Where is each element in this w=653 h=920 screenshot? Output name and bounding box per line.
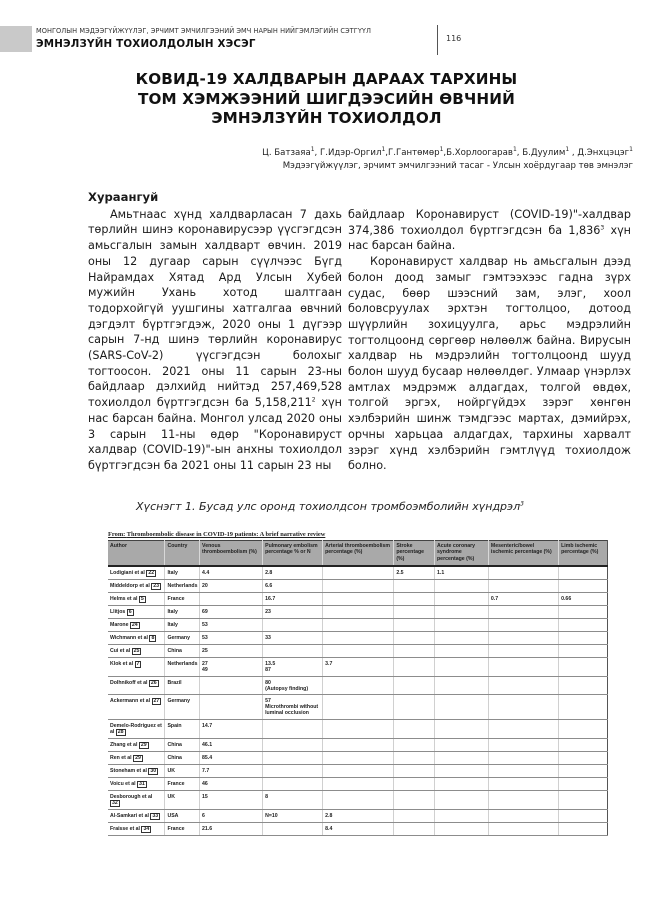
author-cell: [108, 810, 165, 823]
column-header: Country: [165, 541, 200, 567]
country-cell: Italy: [165, 619, 200, 632]
page-number: 116: [446, 34, 462, 43]
header-gray-bar: [0, 26, 32, 52]
paragraph-text: хүн нас барсан байна. Монгол улсад 2020 оны 3 сарын 11-ны өдөр "Коронавируст халдвар (COVID-19)"-ын анхны тохиолдол бүртгэгдсэн ба 2021 оны 11 сарын 23 ны: [88, 396, 342, 472]
stroke-cell: [394, 606, 435, 619]
reference-link[interactable]: 26: [150, 679, 157, 686]
mes-cell: [488, 810, 558, 823]
limb-cell: [559, 810, 608, 823]
vte-cell: [200, 593, 263, 606]
author-cell: [108, 645, 165, 658]
column-header: Mesenteric/bowel ischemic percentage (%): [488, 541, 558, 567]
reference-link[interactable]: 25: [133, 648, 140, 655]
country-cell: China: [165, 751, 200, 764]
stroke-cell: [394, 593, 435, 606]
author-cell: [108, 790, 165, 809]
author-cell: [108, 580, 165, 593]
table-row: [108, 738, 608, 751]
ate-cell: [323, 751, 394, 764]
mes-cell: [488, 695, 558, 720]
vte-cell: 27 49: [200, 658, 263, 676]
reference-link[interactable]: 29: [135, 754, 141, 761]
vte-cell: 46: [200, 777, 263, 790]
limb-cell: [559, 566, 608, 580]
country-cell: China: [165, 645, 200, 658]
author-text: Llitjos: [110, 609, 127, 616]
table-row: [108, 823, 608, 836]
author-text: Lodigiani et al: [110, 570, 147, 577]
country-cell: Germany: [165, 695, 200, 720]
pe-cell: [263, 738, 323, 751]
reference-link[interactable]: 31: [139, 780, 145, 787]
limb-cell: [559, 790, 608, 809]
paragraph-text: хүн нас барсан байна.: [348, 223, 631, 253]
mes-cell: [488, 719, 558, 738]
author-name: Б.Дуулим: [522, 148, 566, 158]
mes-cell: [488, 645, 558, 658]
acs-cell: [435, 658, 489, 676]
limb-cell: [559, 764, 608, 777]
author-cell: [108, 751, 165, 764]
author-text: Stoneham et al: [110, 767, 149, 774]
stroke-cell: [394, 676, 435, 694]
vte-cell: 21.6: [200, 823, 263, 836]
section-name: ЭМНЭЛЗҮЙН ТОХИОЛДОЛЫН ХЭСЭГ: [36, 38, 256, 50]
table-body: [108, 566, 608, 835]
vte-cell: 46.1: [200, 738, 263, 751]
caption-ref: 3: [520, 500, 524, 508]
author-sup: 1: [381, 146, 386, 154]
reference-link[interactable]: 7: [136, 661, 140, 668]
pe-cell: 80 (Autopsy finding): [263, 676, 323, 694]
stroke-cell: [394, 790, 435, 809]
author-text: Fraisse et al: [110, 826, 142, 833]
vte-cell: 20: [200, 580, 263, 593]
limb-cell: [559, 695, 608, 720]
mes-cell: [488, 823, 558, 836]
country-cell: Spain: [165, 719, 200, 738]
affiliation-text: Мэдээгүйжүүлэг, эрчимт эмчилгээний тасаг - Улсын хоёрдугаар төв эмнэлэг: [282, 161, 633, 171]
column-header: Pulmonary embolism percentage % or N: [263, 541, 323, 567]
pe-cell: 8: [263, 790, 323, 809]
column-header: Stroke percentage (%): [394, 541, 435, 567]
pe-cell: 2.8: [263, 566, 323, 580]
author-cell: [108, 719, 165, 738]
acs-cell: 1.1: [435, 566, 489, 580]
table-row: [108, 764, 608, 777]
mes-cell: [488, 632, 558, 645]
reference-link[interactable]: 24: [131, 622, 138, 629]
acs-cell: [435, 810, 489, 823]
table-row: [108, 676, 608, 694]
affiliation: [283, 161, 633, 171]
column-header: Venous thromboembolism (%): [200, 541, 263, 567]
acs-cell: [435, 777, 489, 790]
abstract-paragraph-continued: [348, 207, 631, 254]
reference-link[interactable]: 27: [153, 698, 160, 705]
limb-cell: 0.66: [559, 593, 608, 606]
mes-cell: [488, 751, 558, 764]
country-cell: Netherlands: [165, 580, 200, 593]
ate-cell: [323, 632, 394, 645]
mes-cell: [488, 764, 558, 777]
paragraph-text: байдлаар Коронавируст (COVID-19)"-халдвар 374,386 тохиолдол бүртгэгдсэн ба 1,836: [348, 208, 631, 237]
right-column: [348, 190, 631, 474]
table-row: [108, 751, 608, 764]
country-cell: UK: [165, 764, 200, 777]
table-row: [108, 632, 608, 645]
article-title: [100, 70, 553, 129]
reference-link[interactable]: 8: [151, 635, 155, 642]
acs-cell: [435, 719, 489, 738]
figure-caption: [100, 500, 560, 513]
ate-cell: [323, 764, 394, 777]
stroke-cell: [394, 658, 435, 676]
header-divider: [437, 25, 438, 55]
stroke-cell: [394, 632, 435, 645]
ate-cell: [323, 676, 394, 694]
author-text: Demelo-Rodriguez et al: [110, 722, 162, 735]
mes-cell: 0.7: [488, 593, 558, 606]
reference-link[interactable]: 5: [140, 596, 144, 603]
table-row: [108, 566, 608, 580]
mes-cell: [488, 606, 558, 619]
reference-link[interactable]: 32: [112, 800, 118, 807]
country-cell: Brazil: [165, 676, 200, 694]
limb-cell: [559, 777, 608, 790]
author-name: Г.Гантөмөр: [388, 148, 440, 158]
footnote-ref: 2: [311, 396, 316, 404]
acs-cell: [435, 823, 489, 836]
ate-cell: 2.8: [323, 810, 394, 823]
pe-cell: [263, 619, 323, 632]
title-line: КОВИД-19 ХАЛДВАРЫН ДАРААХ ТАРХИНЫ: [135, 70, 518, 88]
table-row: [108, 645, 608, 658]
acs-cell: [435, 695, 489, 720]
ate-cell: [323, 580, 394, 593]
author-list: Ц. Батзаяа$^1$, Г.Идэр-Оргил$^1$,Г.Гантөмөр$^1$,Б.Хорлоогарав$^1$, Б.Дуулим$^1$ , Д.Энхцэцэг$^1$: [262, 146, 633, 158]
ate-cell: [323, 606, 394, 619]
limb-cell: [559, 658, 608, 676]
limb-cell: [559, 645, 608, 658]
thromboembolic-table: [108, 540, 608, 836]
reference-link[interactable]: 29: [140, 741, 147, 748]
pe-cell: 23: [263, 606, 323, 619]
author-text: Dolhnikoff et al: [110, 679, 149, 686]
author-cell: [108, 777, 165, 790]
country-cell: Italy: [165, 566, 200, 580]
table-row: [108, 777, 608, 790]
table-row: [108, 810, 608, 823]
ate-cell: [323, 777, 394, 790]
reference-link[interactable]: 34: [143, 826, 150, 833]
source-title: Thromboembolic disease in COVID-19 patients: A brief narrative review: [126, 531, 326, 538]
table-row: [108, 580, 608, 593]
country-cell: France: [165, 777, 200, 790]
column-header: Acute coronary syndrome percentage (%): [435, 541, 489, 567]
acs-cell: [435, 632, 489, 645]
vte-cell: 7.7: [200, 764, 263, 777]
country-cell: Germany: [165, 632, 200, 645]
acs-cell: [435, 738, 489, 751]
limb-cell: [559, 580, 608, 593]
acs-cell: [435, 790, 489, 809]
author-sup: 1: [565, 146, 570, 154]
stroke-cell: [394, 764, 435, 777]
ate-cell: [323, 619, 394, 632]
pe-cell: 6.6: [263, 580, 323, 593]
author-text: Middeldorp et al: [110, 583, 152, 590]
limb-cell: [559, 719, 608, 738]
limb-cell: [559, 619, 608, 632]
limb-cell: [559, 823, 608, 836]
vte-cell: 53: [200, 632, 263, 645]
country-cell: Netherlands: [165, 658, 200, 676]
pe-cell: [263, 751, 323, 764]
author-text: Al-Samkari et al: [110, 813, 151, 820]
stroke-cell: [394, 823, 435, 836]
author-text: Ackermann et al: [110, 698, 152, 705]
mes-cell: [488, 738, 558, 751]
vte-cell: [200, 676, 263, 694]
author-cell: [108, 695, 165, 720]
abstract-paragraph: [88, 207, 342, 474]
mes-cell: [488, 566, 558, 580]
pe-cell: [263, 645, 323, 658]
mes-cell: [488, 619, 558, 632]
stroke-cell: 2.5: [394, 566, 435, 580]
country-cell: Italy: [165, 606, 200, 619]
author-text: Cui et al: [110, 648, 132, 655]
limb-cell: [559, 676, 608, 694]
table-row: [108, 619, 608, 632]
vte-cell: 85.4: [200, 751, 263, 764]
pe-cell: N=10: [263, 810, 323, 823]
pe-cell: [263, 823, 323, 836]
table-figure: [108, 531, 608, 836]
abstract-heading: Хураангуй: [88, 190, 159, 204]
caption-text: Хүснэгт 1. Бусад улс оронд тохиолдсон тромбоэмболийн хүндрэл: [136, 500, 521, 513]
author-cell: [108, 738, 165, 751]
column-header: Author: [108, 541, 165, 567]
author-text: Marone: [110, 622, 130, 629]
pe-cell: 13.5 87: [263, 658, 323, 676]
acs-cell: [435, 593, 489, 606]
author-cell: [108, 593, 165, 606]
mes-cell: [488, 777, 558, 790]
stroke-cell: [394, 719, 435, 738]
limb-cell: [559, 632, 608, 645]
author-cell: [108, 658, 165, 676]
left-column: [88, 190, 342, 474]
country-cell: China: [165, 738, 200, 751]
author-text: Desborough et al: [110, 793, 153, 800]
stroke-cell: [394, 738, 435, 751]
author-cell: [108, 619, 165, 632]
pe-cell: [263, 764, 323, 777]
ate-cell: 3.7: [323, 658, 394, 676]
acs-cell: [435, 606, 489, 619]
author-name: Ц. Батзаяа: [262, 148, 311, 158]
reference-link[interactable]: 23: [153, 583, 159, 590]
table-row: [108, 593, 608, 606]
body-paragraph: Коронавируст халдвар нь амьсгалын дээд болон доод замыг гэмтээхээс гадна зүрх судас, бөөр шээсний зам, элэг, хоол боловсруулах эрхтэн тогтолцоо, дотоод шүүрлийн зохицуулга, арьс мэдрэлийн тогтолцоонд сөргөөр нөлөөлж байна. Вирусын халдвар нь мэдрэлийн тогтолцоонд шууд болон шууд бусаар нөлөөлдөг. Улмаар үнэрлэх амтлах мэдрэмж алдагдах, толгой өвдөх, толгой эргэх, нойргүйдэх зэрэг хөнгөн хэлбэрийн шинж тэмдгээс мартах, дэмийрэх, орчны харьцаа алдагдах, тархины харвалт зэрэг хүнд хэлбэрийн гэмтлүүд тохиолдож болно.: [348, 255, 631, 473]
stroke-cell: [394, 810, 435, 823]
reference-link[interactable]: 33: [152, 813, 159, 820]
author-name: Г.Идэр-Оргил: [320, 148, 382, 158]
acs-cell: [435, 619, 489, 632]
author-cell: [108, 632, 165, 645]
acs-cell: [435, 751, 489, 764]
author-sup: 1: [629, 146, 633, 154]
title-line: ТОМ ХЭМЖЭЭНИЙ ШИГДЭЭСИЙН ӨВЧНИЙ: [137, 89, 516, 108]
ate-cell: [323, 566, 394, 580]
ate-cell: [323, 645, 394, 658]
acs-cell: [435, 645, 489, 658]
mes-cell: [488, 580, 558, 593]
limb-cell: [559, 606, 608, 619]
column-header: Limb ischemic percentage (%): [559, 541, 608, 567]
acs-cell: [435, 580, 489, 593]
vte-cell: 69: [200, 606, 263, 619]
title-line: ЭМНЭЛЗҮЙН ТОХИОЛДОЛ: [211, 109, 442, 127]
author-name: Д.Энхцэцэг: [577, 148, 630, 158]
pe-cell: 16.7: [263, 593, 323, 606]
author-cell: [108, 764, 165, 777]
vte-cell: 6: [200, 810, 263, 823]
mes-cell: [488, 658, 558, 676]
acs-cell: [435, 676, 489, 694]
author-text: Klok et al: [110, 661, 135, 668]
author-sup: 1: [310, 146, 315, 154]
reference-link[interactable]: 30: [150, 767, 157, 774]
vte-cell: 53: [200, 619, 263, 632]
stroke-cell: [394, 751, 435, 764]
table-source-title: [108, 531, 608, 538]
footnote-ref: 3: [600, 223, 605, 231]
stroke-cell: [394, 645, 435, 658]
author-text: Helms et al: [110, 596, 139, 603]
table-row: [108, 658, 608, 676]
vte-cell: 14.7: [200, 719, 263, 738]
table-header-row: [108, 541, 608, 567]
mes-cell: [488, 676, 558, 694]
author-sup: 1: [439, 146, 444, 154]
ate-cell: [323, 719, 394, 738]
paragraph-text: Амьтнаас хүнд халдварласан 7 дахь төрлийн шинэ коронавирусээр үүсгэгдсэн амьсгалын замын халдварт өвчин. 2019 оны 12 дугаар сарын сүүлчээс Бүгд Найрамдах Хятад Ард Улсын Хубей мужийн Ухань хотод шалтгаан тодорхойгүй уушгины хатгалгаа өвчний дэгдэлт бүртгэгдэж, 2020 оны 1 дүгээр сарын 7-нд шинэ төрлийн коронавирус (SARS-CoV-2) үүсгэгдсэн болохыг тогтоосон. 2021 оны 11 сарын 23-ны байдлаар дэлхийд нийтэд 257,469,528 тохиолдол бүртгэгдсэн ба 5,158,211: [88, 207, 342, 410]
author-text: Zhang et al: [110, 741, 139, 748]
author-cell: [108, 823, 165, 836]
author-text: Wichmann et al: [110, 635, 150, 642]
author-sup: 1: [512, 146, 517, 154]
reference-link[interactable]: 6: [128, 609, 132, 616]
stroke-cell: [394, 580, 435, 593]
stroke-cell: [394, 695, 435, 720]
author-cell: [108, 566, 165, 580]
author-name: Б.Хорлоогарав: [446, 148, 513, 158]
stroke-cell: [394, 777, 435, 790]
mes-cell: [488, 790, 558, 809]
limb-cell: [559, 738, 608, 751]
vte-cell: 25: [200, 645, 263, 658]
acs-cell: [435, 764, 489, 777]
ate-cell: [323, 695, 394, 720]
ate-cell: 8.4: [323, 823, 394, 836]
vte-cell: [200, 695, 263, 720]
country-cell: France: [165, 593, 200, 606]
journal-name: МОНГОЛЫН МЭДЭЭГҮЙЖҮҮЛЭГ, ЭРЧИМТ ЭМЧИЛГЭЭНИЙ ЭМЧ НАРЫН НИЙГЭМЛЭГИЙН СЭТГҮҮЛ: [36, 27, 371, 35]
table-row: [108, 719, 608, 738]
vte-cell: 15: [200, 790, 263, 809]
limb-cell: [559, 751, 608, 764]
author-text: Voicu et al: [110, 780, 138, 787]
vte-cell: 4.4: [200, 566, 263, 580]
country-cell: France: [165, 823, 200, 836]
pe-cell: [263, 777, 323, 790]
reference-link[interactable]: 22: [148, 570, 155, 577]
column-header: Arterial thromboembolism percentage (%): [323, 541, 394, 567]
ate-cell: [323, 593, 394, 606]
ate-cell: [323, 790, 394, 809]
author-cell: [108, 676, 165, 694]
pe-cell: [263, 719, 323, 738]
author-cell: [108, 606, 165, 619]
table-row: [108, 695, 608, 720]
pe-cell: 57 Microthrombi without luminal occlusion: [263, 695, 323, 720]
pe-cell: 33: [263, 632, 323, 645]
country-cell: USA: [165, 810, 200, 823]
stroke-cell: [394, 619, 435, 632]
source-prefix: From:: [108, 531, 127, 538]
table-row: [108, 790, 608, 809]
ate-cell: [323, 738, 394, 751]
country-cell: UK: [165, 790, 200, 809]
reference-link[interactable]: 28: [117, 728, 124, 735]
author-text: Ren et al: [110, 754, 134, 761]
table-row: [108, 606, 608, 619]
